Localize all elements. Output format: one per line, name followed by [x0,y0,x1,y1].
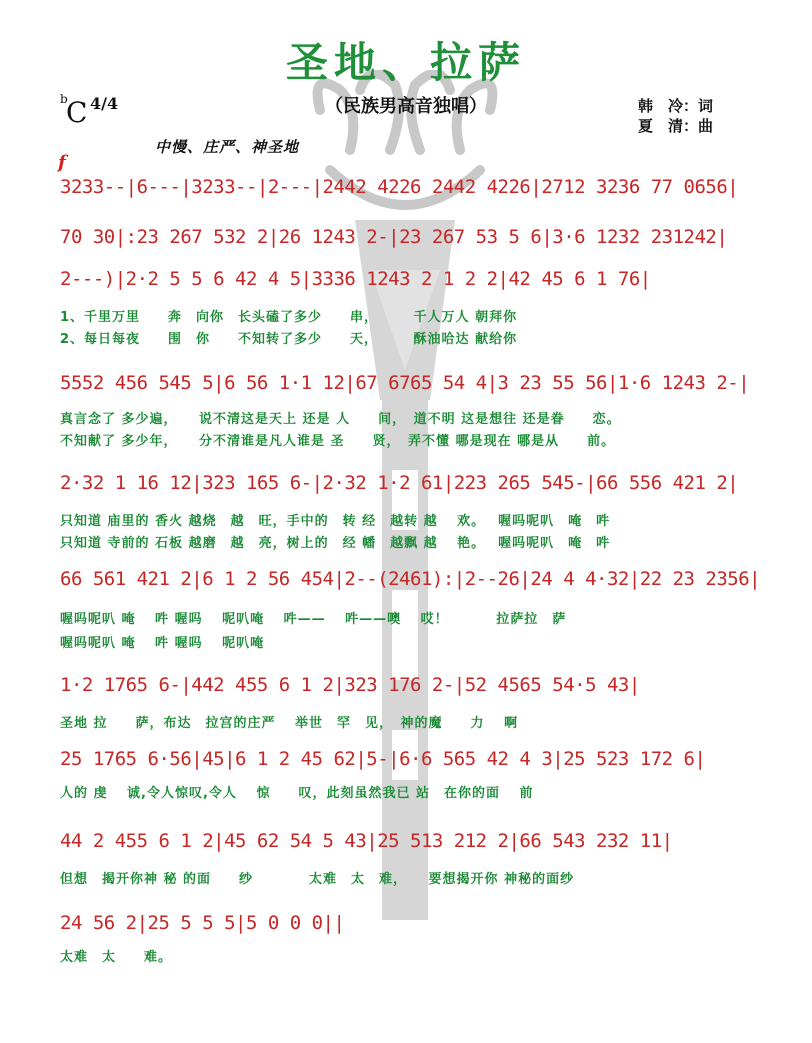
key-flat: b [60,92,68,106]
lyric-line: 1、千里万里 奔 向你 长头磕了多少 串， 千人万人 朝拜你 [60,310,518,325]
lyricist-credit: 韩 冷：词 [638,97,714,115]
lyric-line: 太难 太 难。 [60,950,173,965]
lyric-line: 只知道 寺前的 石板 越磨 越 亮，树上的 经 幡 越飘 越 艳。 喔吗呢叭 唵 吽 [60,536,611,551]
notation-line: 25 1765 6·56|45|6 1 2 45 62|5-|6·6 565 42 4 3|25 523 172 6| [60,748,706,770]
lyric-line: 喔吗呢叭 唵 吽 喔吗 呢叭唵 [60,636,265,651]
notation-line: 2·32 1 16 12|323 165 6-|2·32 1·2 61|223 265 545-|66 556 421 2| [60,472,739,494]
notation-line: 3233--|6---|3233--|2---|2442 4226 2442 4226|2712 3236 77 0656| [60,176,739,198]
lyric-line: 2、每日每夜 围 你 不知转了多少 天， 酥油哈达 献给你 [60,332,518,347]
song-title: 圣地、拉萨 [285,38,526,87]
lyric-line: 只知道 庙里的 香火 越烧 越 旺，手中的 转 经 越转 越 欢。 喔吗呢叭 唵 吽 [60,514,611,529]
notation-line: 24 56 2|25 5 5 5|5 0 0 0|| [60,912,345,934]
notation-line: 2---)|2·2 5 5 6 42 4 5|3336 1243 2 1 2 2|42 45 6 1 76| [60,268,651,290]
song-subtitle: （民族男高音独唱） [325,96,487,117]
notation-line: 5552 456 545 5|6 56 1·1 12|67 6765 54 4|3 23 55 56|1·6 1243 2-| [60,372,750,394]
dynamic-marking: f [58,152,66,173]
notation-line: 66 561 421 2|6 1 2 56 454|2--(2461):|2--26|24 4 4·32|22 23 2356| [60,568,761,590]
notation-line: 44 2 455 6 1 2|45 62 54 5 43|25 513 212 2|66 543 232 11| [60,830,673,852]
composer-credit: 夏 清：曲 [638,117,714,135]
notation-line: 70 30|:23 267 532 2|26 1243 2-|23 267 53 5 6|3·6 1232 231242| [60,226,728,248]
lyric-line: 不知献了 多少年， 分不清谁是凡人谁是 圣 贤， 弄不懂 哪是现在 哪是从 前。 [60,434,616,449]
lyric-line: 喔吗呢叭 唵 吽 喔吗 呢叭唵 吽—— 吽——噢 哎！ 拉萨拉 萨 [60,612,567,627]
notation-line: 1·2 1765 6-|442 455 6 1 2|323 176 2-|52 4565 54·5 43| [60,674,640,696]
key-letter: C [66,96,88,129]
lyric-line: 真言念了 多少遍， 说不清这是天上 还是 人 间， 道不明 这是想往 还是眷 恋。 [60,412,621,427]
tempo-marking: 中慢、庄严、神圣地 [155,138,300,156]
lyric-line: 但想 揭开你神 秘 的面 纱 太难 太 难， 要想揭开你 神秘的面纱 [60,872,575,887]
lyric-line: 圣地 拉 萨，布达 拉宫的庄严 举世 罕 见， 神的魔 力 啊 [60,716,519,731]
lyric-line: 人的 虔 诚,令人惊叹,令人 惊 叹，此刻虽然我已 站 在你的面 前 [60,786,534,801]
credits [638,96,713,136]
time-signature: 4/4 [90,94,119,113]
